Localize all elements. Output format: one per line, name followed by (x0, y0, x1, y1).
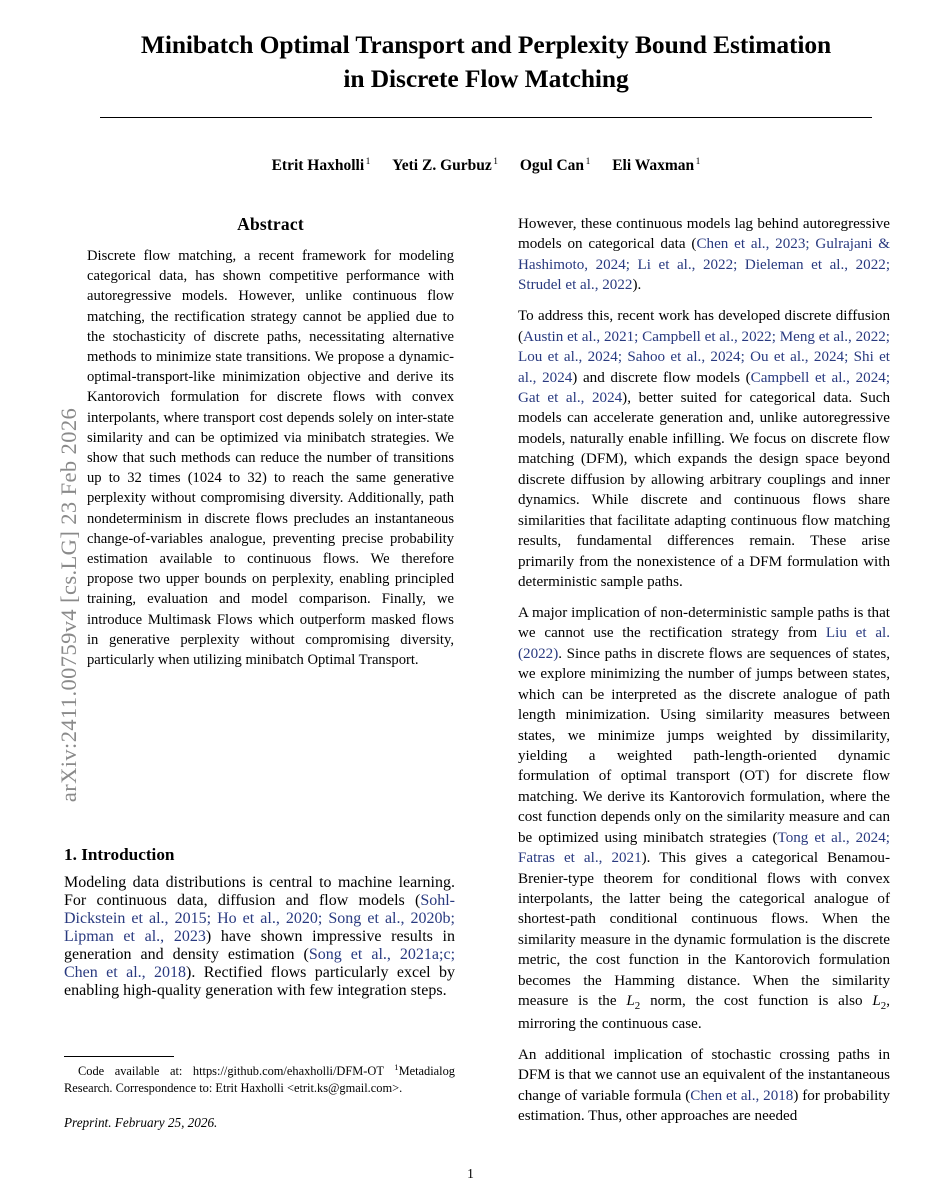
citation-link[interactable]: Austin et al., 2021 (523, 328, 635, 345)
citation-separator: ; (885, 829, 890, 846)
citation-link[interactable]: Tong et al., 2024 (777, 829, 886, 846)
text-run: norm, the cost function is also (640, 993, 873, 1010)
page-title-line-2: in Discrete Flow Matching (343, 63, 629, 93)
citation-link[interactable]: Gat et al., 2024 (518, 390, 623, 406)
citation-link[interactable]: Ho et al., 2020 (217, 910, 318, 927)
citation-separator: ; (740, 349, 751, 366)
citation-link[interactable]: Dieleman et al., 2022 (744, 256, 886, 273)
footnote-section (64, 1056, 455, 1131)
citation-separator: ; (805, 236, 816, 253)
citation-link[interactable]: Campbell et al., 2024 (750, 369, 886, 386)
math-base: L (872, 993, 881, 1010)
citation-separator: ; (625, 256, 638, 273)
author-name: Eli Waxman (612, 157, 695, 175)
footnote-affiliation: Metadialog Research. Correspondence to: Etrit Haxholli <etrit.ks@gmail.com>. (64, 1064, 455, 1095)
introduction-section (64, 845, 455, 1000)
text-run: An additional implication of stochastic crossing paths in DFM is that we cannot use an equivalent of the instantaneous change of variable formula ( (518, 1046, 890, 1104)
author-affiliation-mark: 1 (493, 157, 498, 167)
citation-separator: ; (450, 946, 456, 963)
author-entry (272, 157, 371, 174)
abstract-body: Discrete flow matching, a recent framework for modeling categorical data, has shown competitive performance with autoregressive models. However, unlike continuous flow matching, the rectification strategy cannot be applied due to the stochasticity of discrete paths, necessitating alternative methods to minimize state transitions. We propose a dynamic-optimal-transport-like minimization objective and derive its Kantorovich formulation for discrete flows with convex interpolants, where transport cost depends solely on inter-state similarity and can be optimized via minibatch strategies. We show that such methods can reduce the number of transitions up to 32 times (1024 to 32) to reach the same generative perplexity without compromising diversity. Additionally, path nondeterminism in discrete flows precludes an instantaneous change-of-variables analogue, preventing precise probability estimation available to continuous flows. We therefore propose two upper bounds on perplexity, enabling principled training, evaluation and model comparison. Finally, we introduce Multimask Flows which outperform masked flows in generative perplexity without compromising diversity, particularly when utilizing minibatch Optimal Transport. (87, 248, 454, 669)
text-run: ). (632, 277, 642, 294)
text-run: A major implication of non-deterministic sample paths is that we cannot use the rectification strategy from (518, 604, 890, 642)
citation-separator: ; (771, 328, 780, 345)
text-run: ) for probability estimation. Thus, other approaches are needed (518, 1087, 890, 1125)
citation-link[interactable]: Fatras et al., 2021 (518, 850, 642, 867)
page-title-line-1: Minibatch Optimal Transport and Perplexity Bound Estimation (140, 30, 832, 59)
text-run: . Since paths in discrete flows are sequences of states, we explore minimizing the number of jumps between states, which can be interpreted as the discrete analogue of path length minimization. Using similarity measures between states, we minimize jumps weighted by dissimilarity, yielding a weighted path-length-oriented dynamic formulation of optimal transport (OT) for discrete flow matching. We derive its Kantorovich formulation, where the cost function depends only on the similarity measure and can be optimized using minibatch strategies ( (518, 645, 890, 846)
title-block (100, 28, 872, 95)
author-name: Yeti Z. Gurbuz (392, 157, 492, 175)
citation-link[interactable]: Chen et al., 2018 (64, 964, 187, 981)
citation-separator: ; (885, 256, 891, 273)
math-base: L (626, 993, 635, 1010)
abstract-section (86, 214, 455, 670)
text-run: ). Rectified flows particularly excel by enabling high-quality generation with few integration steps. (64, 964, 456, 999)
section-heading-introduction: 1. Introduction (64, 845, 175, 864)
right-column (518, 214, 890, 1127)
citation-separator: ; (733, 256, 745, 273)
math-subscript: 2 (634, 1000, 641, 1013)
text-run: ), better suited for categorical data. Such models can accelerate generation and, unlike autoregressive models, naturally enable infilling. We focus on discrete flow matching (DFM), which expands the design space beyond discrete diffusion by allowing arbitrary couplings and inner dynamics. While discrete and continuous flows share similarities that facilitate adapting continuous flow matching results, fundamental differences remain. These arise primarily from the nonexistence of a DFM formulation with deterministic sample paths. (518, 390, 890, 590)
citation-separator: ; (885, 328, 890, 345)
citation-link[interactable]: Sohl-Dickstein et al., 2015 (64, 892, 455, 927)
citation-link[interactable]: Song et al., 2020b (328, 910, 451, 927)
author-name: Ogul Can (519, 157, 585, 175)
author-entry (392, 157, 498, 174)
introduction-paragraph-1 (64, 874, 455, 1000)
right-paragraph-4 (518, 1045, 890, 1127)
author-affiliation-mark: 1 (585, 157, 591, 167)
math-subscript: 2 (880, 1000, 887, 1013)
footnote-body (64, 1062, 455, 1096)
citation-link[interactable]: Lipman et al., 2023 (64, 928, 206, 945)
author-list (100, 157, 872, 175)
page-number: 1 (467, 1166, 474, 1181)
text-run: ). This gives a categorical Benamou-Brenier-type theorem for conditional flows with convex interpolants, the latter being the categorical analogue of shortest-path conditional continuous flows. When the similarity measure in the dynamic formulation is the discrete metric, the cost function in the Kantorovich formulation becomes the Hamming distance. When the similarity measure is the (518, 850, 891, 1010)
author-affiliation-mark: 1 (365, 157, 371, 167)
author-entry (612, 157, 700, 174)
abstract-heading: Abstract (237, 214, 304, 234)
footnote-affiliation-mark: 1 (394, 1062, 399, 1072)
right-paragraph-1 (518, 214, 890, 296)
citation-separator: ; (317, 910, 329, 927)
citation-link[interactable]: Strudel et al., 2022 (518, 277, 633, 294)
citation-link[interactable]: Campbell et al., 2022 (642, 328, 772, 345)
citation-link[interactable]: Gulrajani & Hashimoto, 2024 (518, 236, 891, 273)
citation-link[interactable]: Sahoo et al., 2024 (627, 349, 741, 366)
citation-link[interactable]: Liu et al. (825, 625, 890, 642)
author-entry (520, 157, 590, 174)
text-run: , mirroring the continuous case. (518, 993, 890, 1032)
footnote-divider (64, 1056, 174, 1057)
preprint-notice: Preprint. February 25, 2026. (64, 1115, 218, 1131)
math-symbol-l2 (872, 993, 887, 1013)
citation-link[interactable]: Chen et al., 2023 (696, 236, 806, 253)
footnote-code-line[interactable]: Code available at: https://github.com/ehaxholli/DFM-OT (78, 1064, 384, 1079)
citation-separator: ; (844, 349, 854, 366)
citation-separator: ; (206, 910, 218, 927)
math-symbol-l2 (626, 993, 641, 1013)
citation-separator: ; (634, 328, 643, 345)
text-run: However, these continuous models lag behind autoregressive models on categorical data ( (518, 216, 890, 253)
text-run: To address this, recent work has developed discrete diffusion ( (518, 308, 890, 345)
text-run: ) have shown impressive results in generation and density estimation ( (64, 928, 455, 963)
citation-link-year[interactable]: (2022) (518, 645, 559, 662)
citation-separator: ; (617, 349, 628, 366)
citation-link[interactable]: Chen et al., 2018 (690, 1087, 794, 1104)
author-affiliation-mark: 1 (695, 157, 701, 167)
right-paragraph-3 (518, 603, 890, 1035)
citation-link[interactable]: Shi et al., 2024 (518, 349, 890, 386)
citation-link[interactable]: Lou et al., 2024 (518, 349, 618, 366)
author-name: Etrit Haxholli (271, 157, 365, 175)
citation-separator: ; (450, 910, 455, 927)
right-paragraph-2 (518, 306, 890, 592)
arxiv-stamp: arXiv:2411.00759v4 [cs.LG] 23 Feb 2026 (56, 407, 81, 803)
title-divider (100, 117, 872, 118)
citation-link[interactable]: Ou et al., 2024 (750, 349, 845, 366)
citation-separator: ; (885, 369, 891, 386)
citation-link[interactable]: Li et al., 2022 (637, 256, 734, 273)
citation-link[interactable]: Meng et al., 2022 (779, 328, 886, 345)
text-run: ) and discrete flow models ( (572, 369, 751, 386)
text-run: Modeling data distributions is central to machine learning. For continuous data, diffusion and flow models ( (64, 874, 455, 909)
citation-link[interactable]: Song et al., 2021a;c (308, 946, 451, 963)
